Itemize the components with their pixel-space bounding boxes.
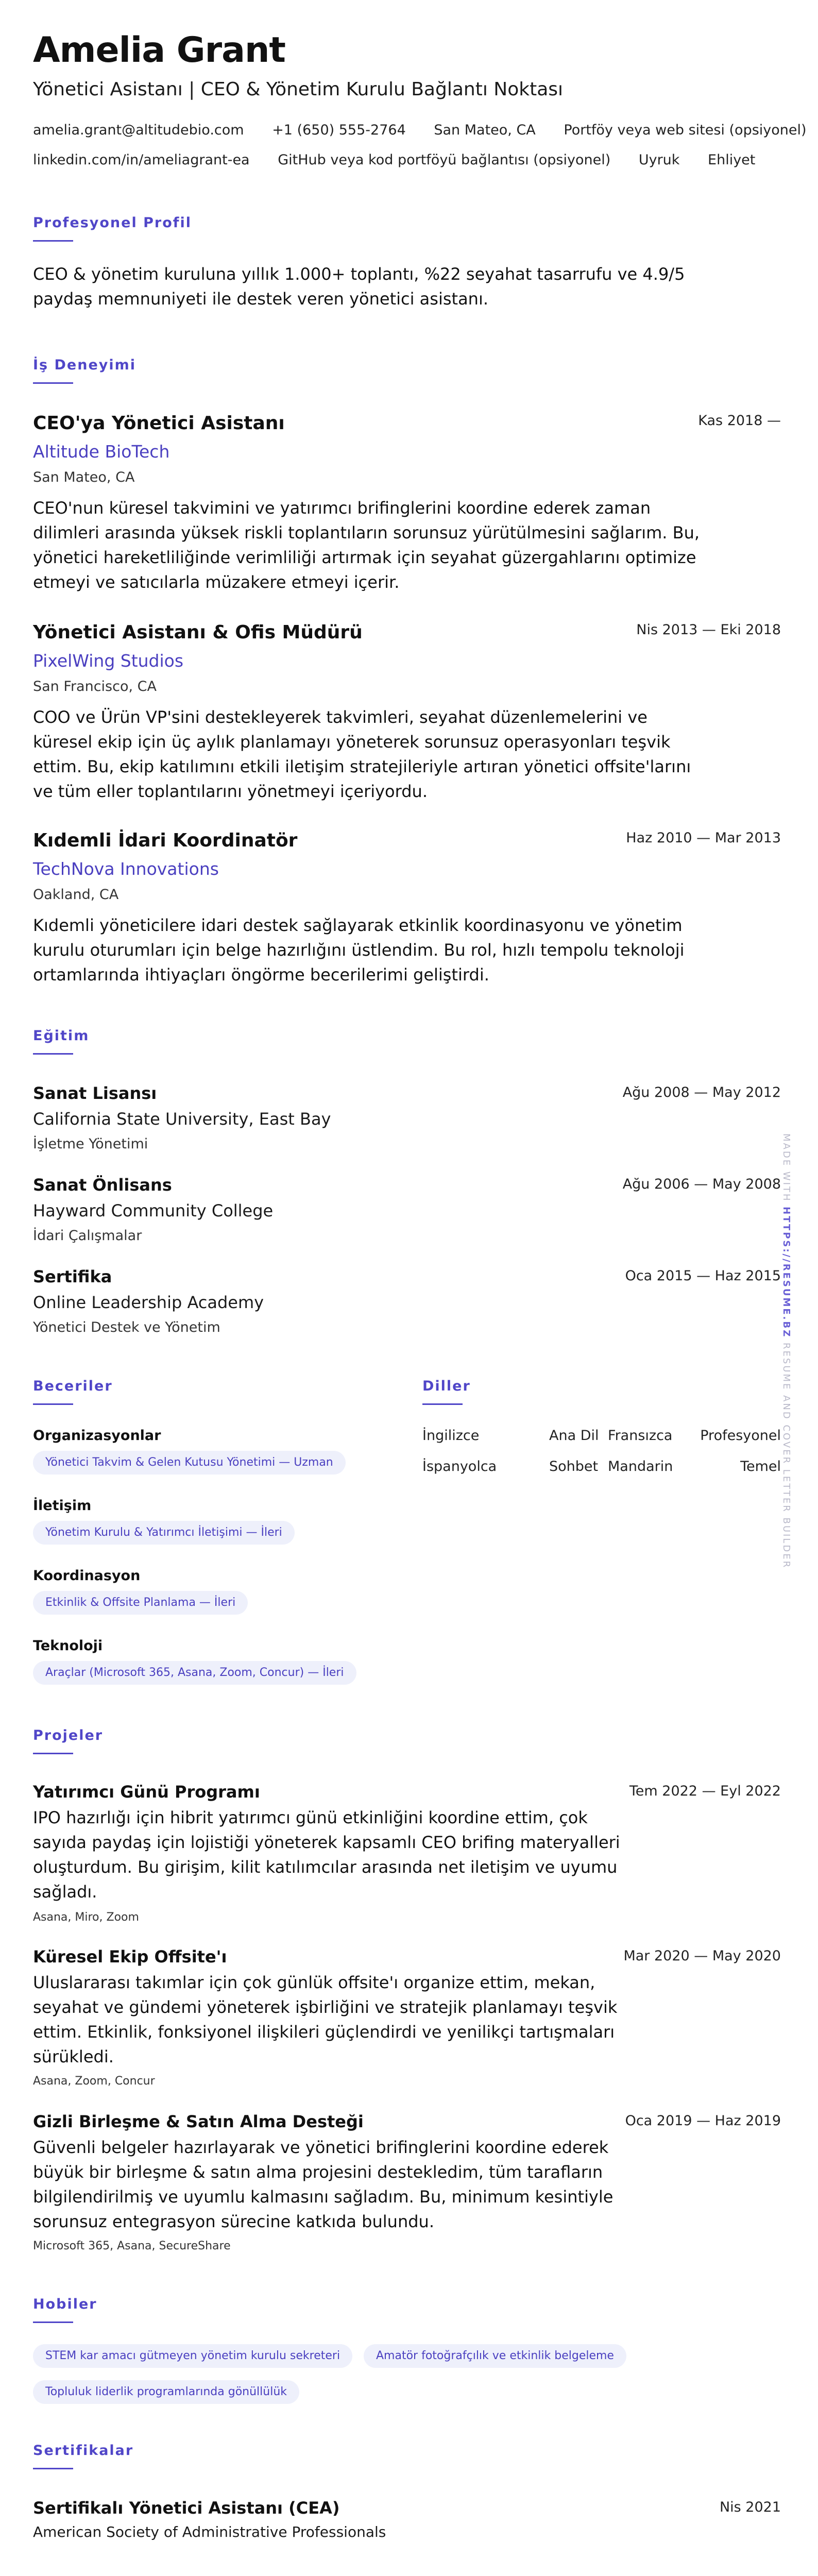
education-degree: Sanat Lisansı xyxy=(33,1083,157,1103)
branding-watermark xyxy=(780,1133,792,1597)
language-name: Fransızca xyxy=(608,1428,673,1444)
branding-prefix: MADE WITH xyxy=(781,1133,792,1202)
section-title-projects: Projeler xyxy=(33,1727,104,1743)
skill-pill: Yönetici Takvim & Gelen Kutusu Yönetimi — Uzman xyxy=(33,1451,346,1475)
job-company: PixelWing Studios xyxy=(33,651,184,671)
job-title: CEO'ya Yönetici Asistanı xyxy=(33,413,285,434)
candidate-headline: Yönetici Asistanı | CEO & Yönetim Kurulu Bağlantı Noktası xyxy=(33,79,564,100)
section-title-languages: Diller xyxy=(422,1378,471,1394)
language-level: Sohbet xyxy=(549,1459,599,1475)
education-area: İşletme Yönetimi xyxy=(33,1136,148,1152)
job-title: Yönetici Asistanı & Ofis Müdürü xyxy=(33,622,363,643)
project-date: Mar 2020 — May 2020 xyxy=(623,1948,781,1964)
skill-category: Organizasyonlar xyxy=(33,1428,161,1444)
section-title-profile: Profesyonel Profil xyxy=(33,215,192,231)
skill-pill: Yönetim Kurulu & Yatırımcı İletişimi — İleri xyxy=(33,1521,295,1545)
education-degree: Sertifika xyxy=(33,1267,112,1286)
job-company: TechNova Innovations xyxy=(33,859,219,879)
education-area: Yönetici Destek ve Yönetim xyxy=(33,1319,220,1335)
education-date: Oca 2015 — Haz 2015 xyxy=(625,1268,781,1284)
hobby-pill: STEM kar amacı gütmeyen yönetim kurulu sekreteri xyxy=(33,2344,352,2368)
job-company: Altitude BioTech xyxy=(33,442,170,462)
contact-license: Ehliyet xyxy=(708,152,756,168)
language-level: Ana Dil xyxy=(549,1428,599,1444)
education-area: İdari Çalışmalar xyxy=(33,1228,142,1244)
job-date: Haz 2010 — Mar 2013 xyxy=(626,830,781,846)
project-title: Yatırımcı Günü Programı xyxy=(33,1782,260,1802)
job-location: San Francisco, CA xyxy=(33,679,157,694)
language-level: Temel xyxy=(740,1459,781,1475)
job-description: Kıdemli yöneticilere idari destek sağlayarak etkinlik koordinasyonu ve yönetim kurulu oturumları için belge hazırlığını üstlendim. Bu rol, hızlı tempolu teknoloji ortamlarında ihtiyaçları öngörme becerilerimi geliştirdi. xyxy=(33,916,685,985)
candidate-name: Amelia Grant xyxy=(33,30,285,71)
contact-nationality: Uyruk xyxy=(638,152,680,168)
contact-row-1 xyxy=(33,122,818,139)
contact-linkedin[interactable]: linkedin.com/in/ameliagrant-ea xyxy=(33,152,250,168)
section-title-education: Eğitim xyxy=(33,1028,90,1044)
education-school: California State University, East Bay xyxy=(33,1109,331,1129)
certification-name: Sertifikalı Yönetici Asistanı (CEA) xyxy=(33,2498,340,2518)
contact-location: San Mateo, CA xyxy=(434,122,536,138)
skill-category: Teknoloji xyxy=(33,1638,103,1654)
hobby-pill: Amatör fotoğrafçılık ve etkinlik belgeleme xyxy=(364,2344,626,2368)
contact-portfolio[interactable]: Portföy veya web sitesi (opsiyonel) xyxy=(564,122,807,138)
branding-suffix: RESUME AND COVER LETTER BUILDER xyxy=(781,1343,792,1569)
language-level: Profesyonel xyxy=(700,1428,781,1444)
hobby-pill: Topluluk liderlik programlarında gönüllülük xyxy=(33,2380,299,2404)
project-tech: Asana, Zoom, Concur xyxy=(33,2075,155,2088)
job-location: Oakland, CA xyxy=(33,887,119,903)
section-title-skills: Beceriler xyxy=(33,1378,113,1394)
section-title-experience: İş Deneyimi xyxy=(33,357,137,373)
section-rule xyxy=(33,240,73,242)
section-rule xyxy=(33,382,73,384)
project-date: Tem 2022 — Eyl 2022 xyxy=(629,1783,781,1799)
section-rule xyxy=(33,1403,73,1405)
section-title-certifications: Sertifikalar xyxy=(33,2443,134,2459)
skill-category: İletişim xyxy=(33,1498,92,1514)
job-description: CEO'nun küresel takvimini ve yatırımcı brifinglerini koordine ederek zaman dilimleri arasında yüksek riskli toplantıların sorunsuz yürütülmesini sağlarım. Bu, yönetici hareketliliğinde verimliliği artırmak için seyahat güzergahlarını optimize etmeyi ve satıcılarla müzakere etmeyi içerir. xyxy=(33,498,700,592)
contact-row-2 xyxy=(33,151,779,169)
section-title-hobbies: Hobiler xyxy=(33,2296,97,2312)
section-rule xyxy=(33,2468,73,2469)
project-tech: Microsoft 365, Asana, SecureShare xyxy=(33,2240,231,2252)
project-description: Uluslararası takımlar için çok günlük offsite'ı organize ettim, mekan, seyahat ve gündemi yöneterek işbirliğini ve stratejik planlamayı teşvik ettim. Etkinlik, fonksiyonel ilişkileri güçlendirdi ve yenilikçi tartışmaları sürükledi. xyxy=(33,1973,618,2066)
project-description: IPO hazırlığı için hibrit yatırımcı günü etkinliğini koordine ettim, çok sayıda paydaş için lojistiği yöneterek kapsamlı CEO brifing materyalleri oluşturdum. Bu girişim, kilit katılımcılar arasında net iletişim ve uyumu sağladı. xyxy=(33,1808,620,1902)
education-date: Ağu 2008 — May 2012 xyxy=(622,1084,781,1100)
profile-summary: CEO & yönetim kuruluna yıllık 1.000+ toplantı, %22 seyahat tasarrufu ve 4.9/5 paydaş memnuniyeti ile destek veren yönetici asistanı. xyxy=(33,264,685,309)
skill-category: Koordinasyon xyxy=(33,1568,141,1584)
language-name: İngilizce xyxy=(422,1428,480,1444)
language-name: Mandarin xyxy=(608,1459,673,1475)
contact-email[interactable]: amelia.grant@altitudebio.com xyxy=(33,122,244,138)
project-description: Güvenli belgeler hazırlayarak ve yönetici brifinglerini koordine ederek büyük bir birleşme & satın alma projesini destekledim, tüm tarafların bilgilendirilmiş ve uyumlu kalmasını sağladım. Bu, minimum kesintiyle sorunsuz entegrasyon sürecine katkıda bulundu. xyxy=(33,2138,614,2231)
project-title: Gizli Birleşme & Satın Alma Desteği xyxy=(33,2112,364,2131)
job-location: San Mateo, CA xyxy=(33,469,135,485)
section-rule xyxy=(33,1753,73,1754)
section-rule xyxy=(422,1403,463,1405)
job-date: Kas 2018 — xyxy=(698,413,781,429)
contact-phone[interactable]: +1 (650) 555-2764 xyxy=(272,122,406,138)
job-title: Kıdemli İdari Koordinatör xyxy=(33,830,298,851)
education-date: Ağu 2006 — May 2008 xyxy=(622,1176,781,1192)
project-tech: Asana, Miro, Zoom xyxy=(33,1911,139,1924)
education-degree: Sanat Önlisans xyxy=(33,1175,172,1195)
job-description: COO ve Ürün VP'sini destekleyerek takvimleri, seyahat düzenlemelerini ve küresel ekip için üç aylık planlamayı yöneterek sorunsuz operasyonları teşvik ettim. Bu, ekip katılımını etkili iletişim stratejileriyle artıran yönetici offsite'larını ve tüm eller toplantılarını yönetmeyi içeriyordu. xyxy=(33,707,691,801)
job-date: Nis 2013 — Eki 2018 xyxy=(636,622,781,638)
certification-issuer: American Society of Administrative Professionals xyxy=(33,2523,386,2540)
education-school: Hayward Community College xyxy=(33,1201,274,1221)
certification-date: Nis 2021 xyxy=(719,2499,781,2515)
language-name: İspanyolca xyxy=(422,1459,497,1475)
contact-github[interactable]: GitHub veya kod portföyü bağlantısı (opsiyonel) xyxy=(278,152,611,168)
project-date: Oca 2019 — Haz 2019 xyxy=(625,2113,781,2129)
section-rule xyxy=(33,2321,73,2323)
education-school: Online Leadership Academy xyxy=(33,1293,264,1312)
project-title: Küresel Ekip Offsite'ı xyxy=(33,1947,227,1967)
skill-pill: Araçlar (Microsoft 365, Asana, Zoom, Concur) — İleri xyxy=(33,1661,356,1685)
section-rule xyxy=(33,1053,73,1055)
skill-pill: Etkinlik & Offsite Planlama — İleri xyxy=(33,1591,248,1615)
branding-link[interactable]: HTTPS://RESUME.BZ xyxy=(781,1207,792,1338)
